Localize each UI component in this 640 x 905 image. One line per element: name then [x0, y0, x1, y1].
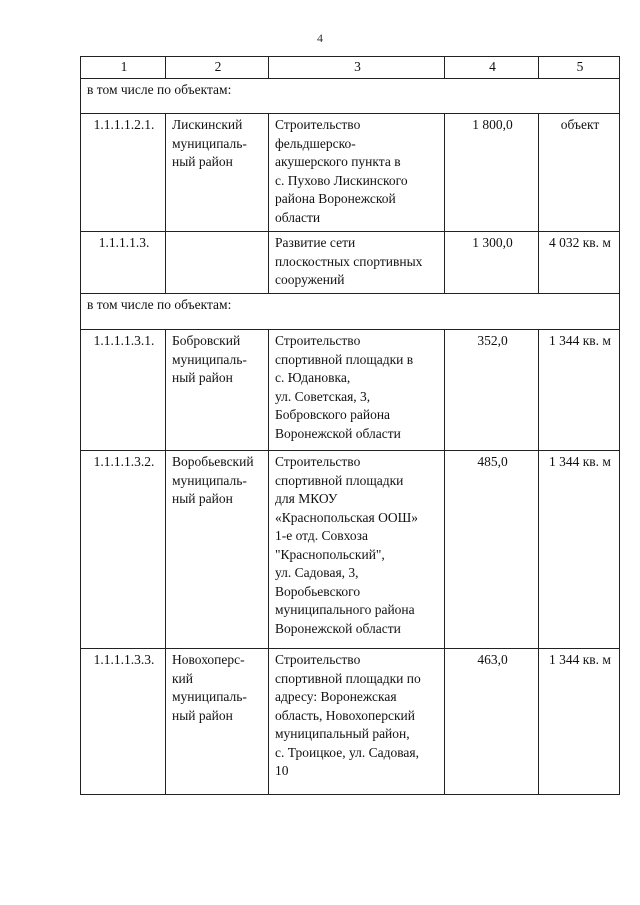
section-label: в том числе по объектам:: [81, 79, 620, 114]
table-row: [81, 294, 620, 330]
table-row: [81, 451, 620, 649]
page-number: 4: [317, 31, 323, 45]
header-cell: 4: [445, 57, 539, 79]
header-cell: 5: [539, 57, 620, 79]
table-row: [81, 79, 620, 114]
header-cell: 1: [81, 57, 166, 79]
object-description: Строительство спортивной площадки в с. Юдановка, ул. Советская, 3, Бобровского района Воронежской области: [269, 330, 445, 451]
row-number: 1.1.1.1.3.1.: [81, 330, 166, 451]
district-name: Новохоперс- кий муниципаль- ный район: [166, 649, 269, 795]
object-description: Строительство спортивной площадки для МКОУ «Краснопольская ООШ» 1-е отд. Совхоза "Краснопольский", ул. Садовая, 3, Воробьевского муниципального района Воронежской области: [269, 451, 445, 649]
header-cell: 3: [269, 57, 445, 79]
unit-value: 1 344 кв. м: [539, 649, 620, 795]
district-name: Лискинский муниципаль- ный район: [166, 114, 269, 232]
row-number: 1.1.1.1.2.1.: [81, 114, 166, 232]
objects-table: [80, 56, 620, 795]
unit-value: 1 344 кв. м: [539, 330, 620, 451]
table-row: [81, 232, 620, 294]
amount-value: 1 300,0: [445, 232, 539, 294]
object-description: Строительство спортивной площадки по адресу: Воронежская область, Новохоперский муниципальный район, с. Троицкое, ул. Садовая, 10: [269, 649, 445, 795]
unit-value: 4 032 кв. м: [539, 232, 620, 294]
row-number: 1.1.1.1.3.3.: [81, 649, 166, 795]
unit-value: 1 344 кв. м: [539, 451, 620, 649]
row-number: 1.1.1.1.3.: [81, 232, 166, 294]
table-row: [81, 330, 620, 451]
district-name: Воробьевский муниципаль- ный район: [166, 451, 269, 649]
amount-value: 1 800,0: [445, 114, 539, 232]
object-description: Строительство фельдшерско- акушерского пункта в с. Пухово Лискинского района Воронежской области: [269, 114, 445, 232]
section-label: в том числе по объектам:: [81, 294, 620, 330]
header-cell: 2: [166, 57, 269, 79]
unit-value: объект: [539, 114, 620, 232]
amount-value: 352,0: [445, 330, 539, 451]
table-header-row: [81, 57, 620, 79]
object-description: Развитие сети плоскостных спортивных сооружений: [269, 232, 445, 294]
row-number: 1.1.1.1.3.2.: [81, 451, 166, 649]
district-name: [166, 232, 269, 294]
table-row: [81, 114, 620, 232]
amount-value: 485,0: [445, 451, 539, 649]
district-name: Бобровский муниципаль- ный район: [166, 330, 269, 451]
amount-value: 463,0: [445, 649, 539, 795]
table-row: [81, 649, 620, 795]
